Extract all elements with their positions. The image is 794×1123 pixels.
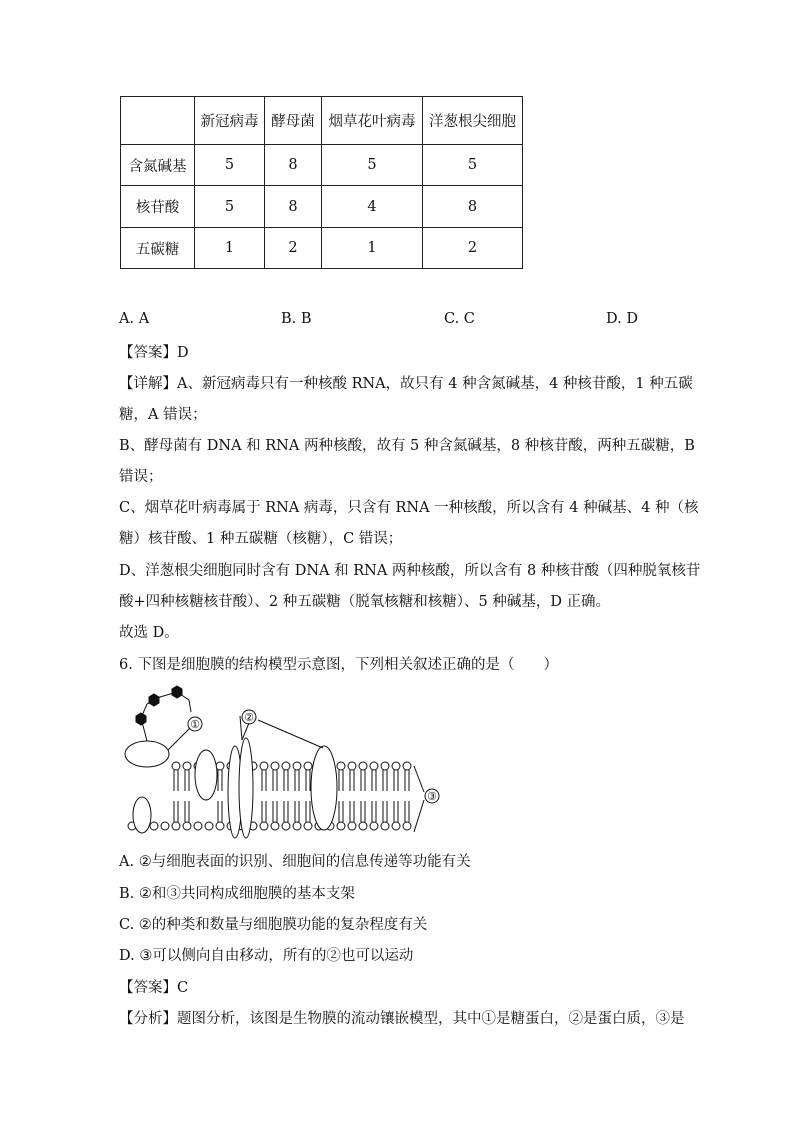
header-cell bbox=[121, 97, 195, 145]
phospholipid-head bbox=[348, 762, 356, 770]
explanation-line: 【详解】A、新冠病毒只有一种核酸 RNA，故只有 4 种含氮碱基，4 种核苷酸，1 种五碳 bbox=[119, 376, 693, 392]
label-2: ② bbox=[244, 711, 254, 724]
phospholipid-head bbox=[183, 762, 191, 770]
option-c: C. C bbox=[444, 311, 475, 327]
table-row bbox=[121, 186, 523, 228]
analysis-line: 【分析】题图分析，该图是生物膜的流动镶嵌模型，其中①是糖蛋白，②是蛋白质，③是 bbox=[119, 1011, 685, 1027]
cell-membrane-figure bbox=[118, 680, 458, 840]
row-label: 核苷酸 bbox=[121, 186, 195, 228]
phospholipid-head bbox=[359, 822, 367, 830]
phospholipid-head bbox=[293, 822, 301, 830]
table-cell: 4 bbox=[322, 186, 423, 228]
table-row bbox=[121, 228, 523, 269]
phospholipid-head bbox=[150, 822, 158, 830]
explanation-line: 错误； bbox=[119, 469, 163, 485]
explanation-line: B、酵母菌有 DNA 和 RNA 两种核酸，故有 5 种含氮碱基，8 种核苷酸，两种五碳糖，B bbox=[119, 438, 695, 454]
phospholipid-head bbox=[370, 762, 378, 770]
table-cell: 8 bbox=[265, 145, 322, 186]
header-cell: 新冠病毒 bbox=[195, 97, 265, 145]
table-cell: 2 bbox=[423, 228, 523, 269]
phospholipid-head bbox=[183, 822, 191, 830]
phospholipid-heads bbox=[128, 762, 411, 830]
row-label: 五碳糖 bbox=[121, 228, 195, 269]
inner-protein bbox=[133, 797, 151, 833]
label-line-2a bbox=[242, 723, 249, 740]
phospholipid-head bbox=[304, 822, 312, 830]
row-label: 含氮碱基 bbox=[121, 145, 195, 186]
phospholipid-head bbox=[304, 762, 312, 770]
table-cell: 2 bbox=[265, 228, 322, 269]
option-c: C. ②的种类和数量与细胞膜功能的复杂程度有关 bbox=[119, 917, 428, 933]
answer-label: 【答案】D bbox=[119, 345, 189, 361]
phospholipid-head bbox=[271, 822, 279, 830]
table-row bbox=[121, 145, 523, 186]
phospholipid-head bbox=[282, 762, 290, 770]
phospholipid-head bbox=[337, 762, 345, 770]
option-a: A. ②与细胞表面的识别、细胞间的信息传递等功能有关 bbox=[119, 854, 471, 870]
label-line-1 bbox=[168, 728, 190, 750]
sugar-chain bbox=[136, 686, 191, 741]
table-cell: 5 bbox=[423, 145, 523, 186]
label-line-2b bbox=[258, 720, 323, 748]
channel-protein-spike bbox=[240, 716, 242, 740]
phospholipid-head bbox=[205, 822, 213, 830]
question-stem: 6. 下图是细胞膜的结构模型示意图，下列相关叙述正确的是（ ） bbox=[119, 657, 558, 673]
explanation-line: 酸+四种核糖核苷酸）、2 种五碳糖（脱氧核糖和核糖）、5 种碱基，D 正确。 bbox=[119, 594, 611, 610]
label-line-3a bbox=[414, 766, 424, 792]
nucleic-acid-table bbox=[120, 96, 523, 269]
label-3: ③ bbox=[427, 790, 437, 803]
phospholipid-head bbox=[282, 822, 290, 830]
phospholipid-head bbox=[403, 822, 411, 830]
channel-protein-right bbox=[239, 738, 253, 838]
transmembrane-protein bbox=[311, 746, 337, 830]
phospholipid-head bbox=[381, 822, 389, 830]
peripheral-protein bbox=[195, 750, 217, 800]
phospholipid-head bbox=[381, 762, 389, 770]
explanation-line: D、洋葱根尖细胞同时含有 DNA 和 RNA 两种核酸，所以含有 8 种核苷酸（四种脱氧核苷 bbox=[119, 563, 701, 579]
sugar-hexagon bbox=[149, 694, 159, 706]
phospholipid-head bbox=[260, 762, 268, 770]
sugar-hexagon bbox=[136, 713, 146, 725]
phospholipid-head bbox=[161, 822, 169, 830]
explanation-line: 糖，A 错误； bbox=[119, 407, 207, 423]
label-1: ① bbox=[190, 718, 200, 731]
table-cell: 1 bbox=[322, 228, 423, 269]
phospholipid-head bbox=[216, 822, 224, 830]
option-a: A. A bbox=[119, 311, 150, 327]
explanation-line: 糖）核苷酸、1 种五碳糖（核糖），C 错误； bbox=[119, 531, 403, 547]
table-cell: 5 bbox=[322, 145, 423, 186]
phospholipid-head bbox=[194, 822, 202, 830]
phospholipid-head bbox=[403, 762, 411, 770]
header-cell: 洋葱根尖细胞 bbox=[423, 97, 523, 145]
table-cell: 5 bbox=[195, 145, 265, 186]
phospholipid-head bbox=[172, 822, 180, 830]
answer-label: 【答案】C bbox=[119, 980, 189, 996]
table-header-row bbox=[121, 97, 523, 145]
table-cell: 8 bbox=[265, 186, 322, 228]
surface-protein bbox=[125, 741, 169, 767]
phospholipid-head bbox=[271, 762, 279, 770]
header-cell: 酵母菌 bbox=[265, 97, 322, 145]
explanation-line: 故选 D。 bbox=[119, 625, 179, 641]
table-cell: 5 bbox=[195, 186, 265, 228]
phospholipid-head bbox=[172, 762, 180, 770]
phospholipid-head bbox=[337, 822, 345, 830]
explanation-line: C、烟草花叶病毒属于 RNA 病毒，只含有 RNA 一种核酸，所以含有 4 种碱基、4 种（核 bbox=[119, 500, 699, 516]
phospholipid-head bbox=[260, 822, 268, 830]
table-cell: 8 bbox=[423, 186, 523, 228]
phospholipid-head bbox=[370, 822, 378, 830]
label-line-3b bbox=[414, 800, 424, 832]
phospholipid-head bbox=[392, 822, 400, 830]
phospholipid-head bbox=[359, 762, 367, 770]
phospholipid-head bbox=[216, 762, 224, 770]
table-cell: 1 bbox=[195, 228, 265, 269]
sugar-hexagon bbox=[172, 686, 182, 698]
phospholipid-head bbox=[348, 822, 356, 830]
option-b: B. ②和③共同构成细胞膜的基本支架 bbox=[119, 886, 355, 902]
phospholipid-head bbox=[392, 762, 400, 770]
phospholipid-head bbox=[293, 762, 301, 770]
option-d: D. ③可以侧向自由移动，所有的②也可以运动 bbox=[119, 948, 414, 964]
header-cell: 烟草花叶病毒 bbox=[322, 97, 423, 145]
option-d: D. D bbox=[606, 311, 638, 327]
option-b: B. B bbox=[281, 311, 312, 327]
